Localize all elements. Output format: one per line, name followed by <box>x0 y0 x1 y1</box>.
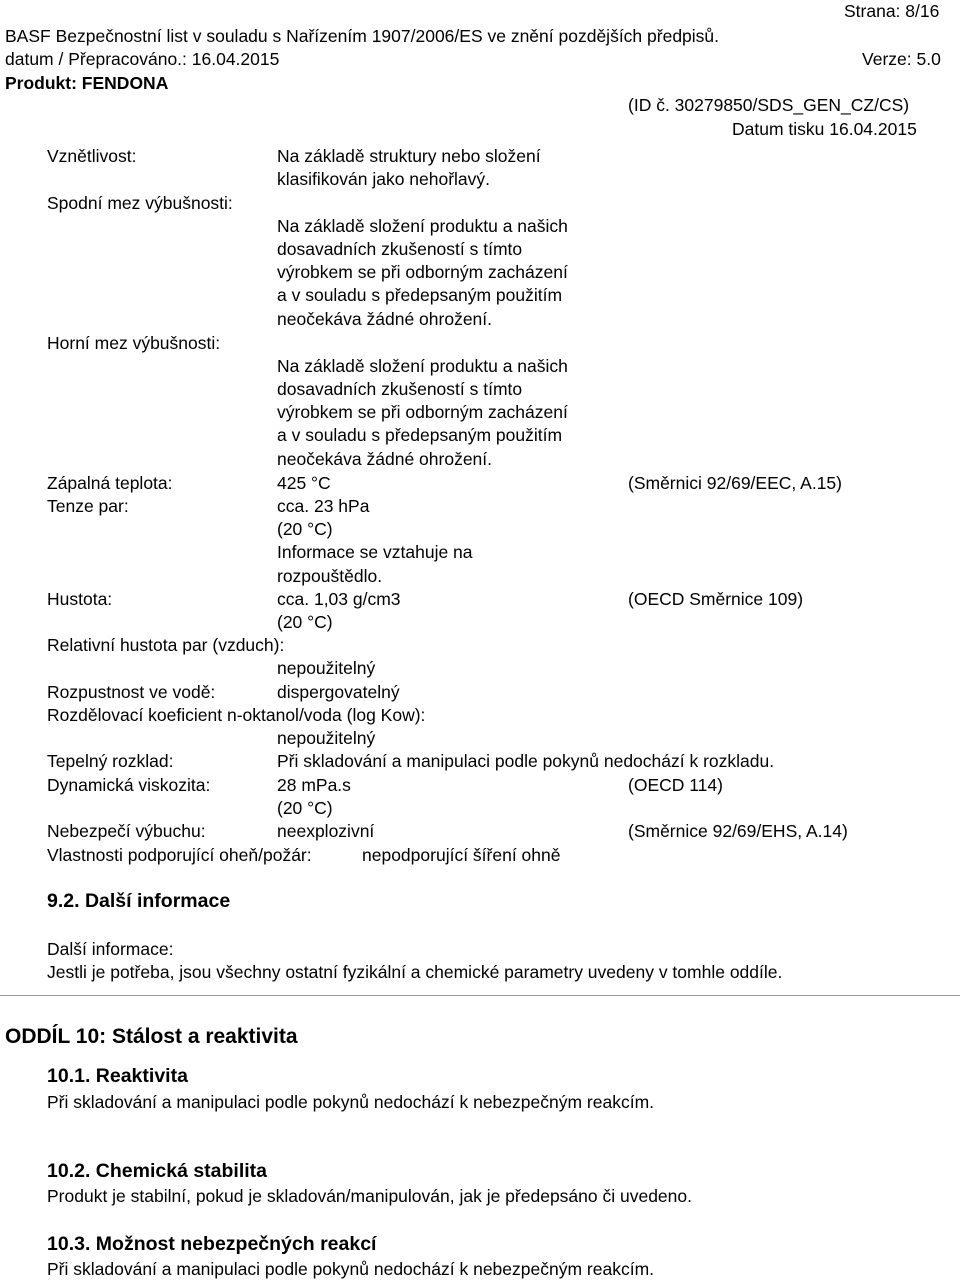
explosion-hazard-method: (Směrnice 92/69/EHS, A.14) <box>628 821 848 841</box>
oxidizing-value: nepodporující šíření ohně <box>362 845 561 865</box>
oxidizing-label: Vlastnosti podporující oheň/požár: <box>47 845 312 865</box>
section-10-1-text: Při skladování a manipulaci podle pokynů nedochází k nebezpečným reakcím. <box>47 1092 655 1112</box>
print-date: Datum tisku 16.04.2015 <box>732 119 917 139</box>
thermal-decomposition-label: Tepelný rozklad: <box>47 751 174 771</box>
uel-value: neočekáva žádné ohrožení. <box>277 449 493 469</box>
version: Verze: 5.0 <box>862 49 941 69</box>
section-10-3-heading: 10.3. Možnost nebezpečných reakcí <box>47 1233 377 1255</box>
explosion-hazard-label: Nebezpečí výbuchu: <box>47 821 206 841</box>
vapour-pressure-value: (20 °C) <box>277 519 333 539</box>
section-10-2-text: Produkt je stabilní, pokud je skladován/manipulován, jak je předepsáno či uvedeno. <box>47 1186 692 1206</box>
revision-date: datum / Přepracováno.: 16.04.2015 <box>5 49 280 69</box>
ignition-label: Zápalná teplota: <box>47 473 173 493</box>
document-title: BASF Bezpečnostní list v souladu s Nařízením 1907/2006/ES ve znění pozdějších předpisů. <box>5 26 720 46</box>
explosion-hazard-value: neexplozivní <box>277 821 375 841</box>
lel-value: neočekáva žádné ohrožení. <box>277 309 493 329</box>
solubility-label: Rozpustnost ve vodě: <box>47 682 216 702</box>
solubility-value: dispergovatelný <box>277 682 400 702</box>
flammability-value: Na základě struktury nebo složení <box>277 146 541 166</box>
lel-value: dosavadních zkušeností s tímto <box>277 239 523 259</box>
lel-label: Spodní mez výbušnosti: <box>47 193 233 213</box>
vapour-pressure-value: cca. 23 hPa <box>277 496 370 516</box>
uel-label: Horní mez výbušnosti: <box>47 333 221 353</box>
lel-value: výrobkem se při odborným zacházení <box>277 262 568 282</box>
ignition-method: (Směrnici 92/69/EEC, A.15) <box>628 473 842 493</box>
partition-coefficient-label: Rozdělovací koeficient n-oktanol/voda (log Kow): <box>47 705 426 725</box>
section-divider <box>0 995 960 996</box>
relative-vapour-density-label: Relativní hustota par (vzduch): <box>47 635 285 655</box>
viscosity-value: 28 mPa.s <box>277 775 351 795</box>
density-value: cca. 1,03 g/cm3 <box>277 589 401 609</box>
page-number: Strana: 8/16 <box>844 1 940 21</box>
section-10-1-heading: 10.1. Reaktivita <box>47 1065 188 1087</box>
viscosity-value: (20 °C) <box>277 798 333 818</box>
flammability-value: klasifikován jako nehořlavý. <box>277 169 491 189</box>
lel-value: a v souladu s předepsaným použitím <box>277 285 563 305</box>
further-info-label: Další informace: <box>47 939 174 959</box>
uel-value: Na základě složení produktu a našich <box>277 356 568 376</box>
density-label: Hustota: <box>47 589 113 609</box>
uel-value: dosavadních zkušeností s tímto <box>277 379 523 399</box>
viscosity-method: (OECD 114) <box>628 775 723 795</box>
density-value: (20 °C) <box>277 612 333 632</box>
relative-vapour-density-value: nepoužitelný <box>277 658 376 678</box>
product-name: Produkt: FENDONA <box>5 73 169 93</box>
section-10-heading: ODDÍL 10: Stálost a reaktivita <box>5 1025 298 1048</box>
flammability-label: Vznětlivost: <box>47 146 137 166</box>
document-id: (ID č. 30279850/SDS_GEN_CZ/CS) <box>628 95 910 115</box>
ignition-value: 425 °C <box>277 473 331 493</box>
vapour-pressure-note: Informace se vztahuje na <box>277 542 473 562</box>
uel-value: a v souladu s předepsaným použitím <box>277 425 563 445</box>
thermal-decomposition-value: Při skladování a manipulaci podle pokynů nedochází k rozkladu. <box>277 751 775 771</box>
lel-value: Na základě složení produktu a našich <box>277 216 568 236</box>
partition-coefficient-value: nepoužitelný <box>277 728 376 748</box>
vapour-pressure-label: Tenze par: <box>47 496 129 516</box>
section-10-3-text: Při skladování a manipulaci podle pokynů nedochází k nebezpečným reakcím. <box>47 1259 655 1279</box>
uel-value: výrobkem se při odborným zacházení <box>277 402 568 422</box>
vapour-pressure-note: rozpouštědlo. <box>277 566 383 586</box>
further-info-text: Jestli je potřeba, jsou všechny ostatní fyzikální a chemické parametry uvedeny v tomhle oddíle. <box>47 962 783 982</box>
section-10-2-heading: 10.2. Chemická stabilita <box>47 1160 268 1182</box>
section-9-2-heading: 9.2. Další informace <box>47 890 231 912</box>
viscosity-label: Dynamická viskozita: <box>47 775 211 795</box>
density-method: (OECD Směrnice 109) <box>628 589 804 609</box>
